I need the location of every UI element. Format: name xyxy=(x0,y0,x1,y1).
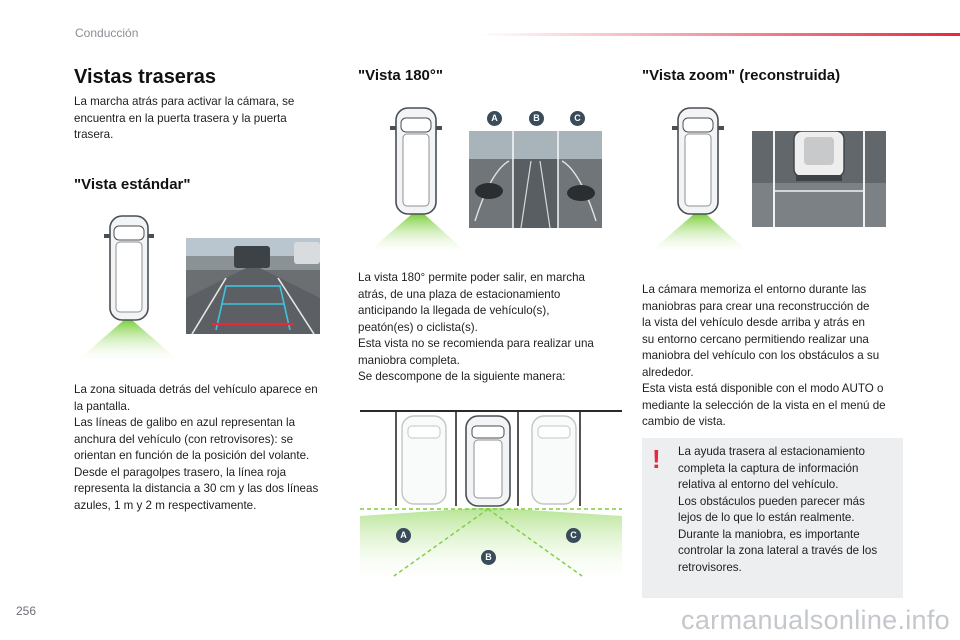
section-title: Conducción xyxy=(75,26,139,40)
view-180-car-illustration xyxy=(366,104,476,254)
camera-beam xyxy=(78,320,178,360)
badge-a-diagram: A xyxy=(396,528,411,543)
zoom-view-text: La cámara memoriza el entorno durante las maniobras para crear una reconstrucción de la vista del vehículo desde arriba y atrás en su entorno cercano permitiendo realizar una maniobra del vehículo con los obstáculos a su alrededor. Esta vista está disponible con el modo AUTO o mediante la selección de la vista en el menú de cambio de vista. xyxy=(642,283,886,428)
badge-a-top: A xyxy=(487,111,502,126)
badge-b-top: B xyxy=(529,111,544,126)
badge-b-diagram: B xyxy=(481,550,496,565)
note-text: La ayuda trasera al estacionamiento completa la captura de información relativa al entorno del vehículo. Los obstáculos pueden parecer más lejos de lo que lo están realmente. Durante la maniobra, es importante controlar la zona lateral a través de los retrovisores. xyxy=(678,445,878,574)
view-180-camera-image xyxy=(469,131,602,228)
page-number: 256 xyxy=(16,604,37,618)
badge-c-top: C xyxy=(570,111,585,126)
warning-icon: ! xyxy=(652,444,661,474)
badge-c-diagram: C xyxy=(566,528,581,543)
standard-camera-image xyxy=(186,238,320,334)
intro-text: La marcha atrás para activar la cámara, se encuentra en la puerta trasera y la puerta trasera. xyxy=(74,95,295,141)
header-accent-line xyxy=(480,33,960,36)
zoom-car-illustration xyxy=(648,104,758,254)
standard-view-text: La zona situada detrás del vehículo aparece en la pantalla. Las líneas de galibo en azul representan la anchura del vehículo (con retrovisores): se orientan en función de la posición del volante. Desde el paragolpes trasero, la línea roja representa la distancia a 30 cm y las dos líneas azules, 1 m y 2 m respectivamente. xyxy=(74,383,319,512)
zoom-view-heading: "Vista zoom" (reconstruida) xyxy=(642,67,841,84)
view-180-text: La vista 180° permite poder salir, en marcha atrás, de una plaza de estacionamiento anticipando la llegada de vehículo(s), peatón(es) o ciclista(s). Esta vista no se recomienda para realizar una maniobra completa. Se descompone de la siguiente manera: xyxy=(358,271,594,383)
standard-car-illustration xyxy=(78,212,188,362)
standard-view-heading: "Vista estándar" xyxy=(74,176,191,193)
page-title: Vistas traseras xyxy=(74,66,216,88)
watermark: carmanualsonline.info xyxy=(681,605,950,635)
view-180-heading: "Vista 180°" xyxy=(358,67,443,84)
zoom-camera-image xyxy=(752,131,886,227)
